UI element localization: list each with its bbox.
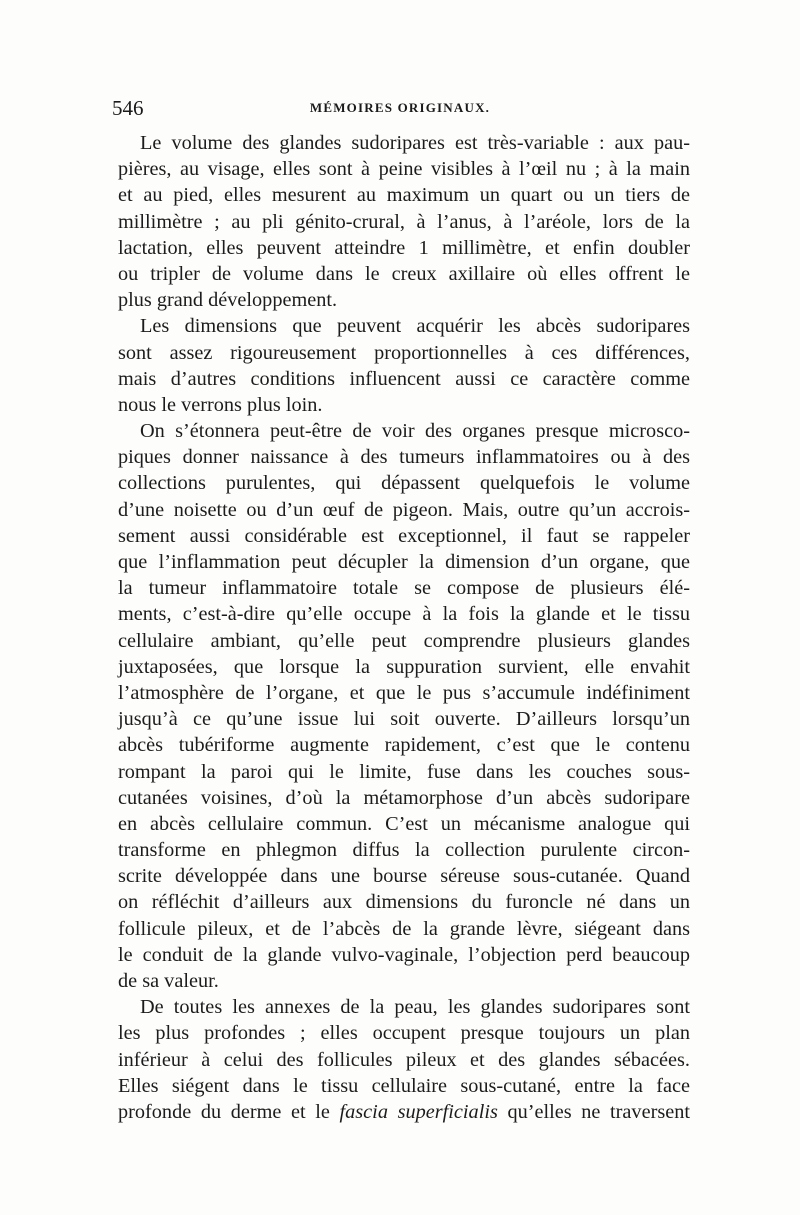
text-line: cellulaire ambiant, qu’elle peut comprendre plusieurs glandes xyxy=(118,629,690,652)
text-line: sont assez rigoureusement proportionnelles à ces différences, xyxy=(118,341,690,364)
text-line: en abcès cellulaire commun. C’est un mécanisme analogue qui xyxy=(118,812,690,835)
text-line: abcès tubériforme augmente rapidement, c’est que le contenu xyxy=(118,734,690,757)
text-line: la tumeur inflammatoire totale se compose de plusieurs élé- xyxy=(118,577,690,600)
text-line: que l’inflammation peut décupler la dimension d’un organe, que xyxy=(118,551,690,573)
text-line: nous le verrons plus loin. xyxy=(118,393,323,416)
text-line xyxy=(118,1099,690,1125)
text-line: mais d’autres conditions influencent aussi ce caractère comme xyxy=(118,367,690,390)
text-line: ou tripler de volume dans le creux axillaire où elles offrent le xyxy=(118,262,690,285)
body-text xyxy=(118,130,690,1125)
text-line: rompant la paroi qui le limite, fuse dans les couches sous- xyxy=(118,760,690,783)
paragraph-2 xyxy=(118,313,690,418)
text-line: le conduit de la glande vulvo-vaginale, l’objection perd beaucoup xyxy=(118,943,690,966)
text-line: plus grand développement. xyxy=(118,289,338,312)
page-number: 546 xyxy=(112,96,144,120)
text-line: inférieur à celui des follicules pileux et des glandes sébacées. xyxy=(118,1048,690,1071)
text-line: les plus profondes ; elles occupent presque toujours un plan xyxy=(118,1022,690,1045)
text-line: millimètre ; au pli génito-crural, à l’anus, à l’aréole, lors de la xyxy=(118,210,690,233)
text-line: Les dimensions que peuvent acquérir les abcès sudoripares xyxy=(140,315,690,338)
text-line: jusqu’à ce qu’une issue lui soit ouverte. D’ailleurs lorsqu’un xyxy=(118,708,690,731)
text-line: juxtaposées, que lorsque la suppuration survient, elle envahit xyxy=(118,655,690,678)
text-line: Elles siégent dans le tissu cellulaire sous-cutané, entre la face xyxy=(118,1074,690,1097)
paragraph-4 xyxy=(118,994,690,1125)
text-line: On s’étonnera peut-être de voir des organes presque microsco- xyxy=(140,420,690,443)
text-line: ments, c’est-à-dire qu’elle occupe à la fois la glande et le tissu xyxy=(118,603,690,626)
text-run: qu’elles ne traversent xyxy=(497,1100,691,1123)
text-line: de sa valeur. xyxy=(118,970,219,992)
text-line: et au pied, elles mesurent au maximum un quart ou un tiers de xyxy=(118,184,690,207)
paragraph-1 xyxy=(118,130,690,313)
paragraph-3 xyxy=(118,418,690,994)
text-line: scrite développée dans une bourse séreuse sous-cutanée. Quand xyxy=(118,865,690,888)
text-line: collections purulentes, qui dépassent quelquefois le volume xyxy=(118,472,690,495)
text-line: piques donner naissance à des tumeurs inflammatoires ou à des xyxy=(118,446,690,469)
text-line: sement aussi considérable est exceptionnel, il faut se rappeler xyxy=(118,524,690,547)
text-line: Le volume des glandes sudoripares est très-variable : aux pau- xyxy=(140,132,690,154)
italic-term: fascia superficialis xyxy=(339,1100,498,1123)
page-header xyxy=(112,96,688,120)
text-line: lactation, elles peuvent atteindre 1 millimètre, et enfin doubler xyxy=(118,236,690,259)
text-line: cutanées voisines, d’où la métamorphose d’un abcès sudoripare xyxy=(118,786,690,809)
text-line: l’atmosphère de l’organe, et que le pus s’accumule indéfiniment xyxy=(118,681,690,704)
text-line: follicule pileux, et de l’abcès de la grande lèvre, siégeant dans xyxy=(118,917,690,940)
text-run: profonde du derme et le xyxy=(118,1100,340,1123)
running-title: MÉMOIRES ORIGINAUX. xyxy=(309,100,491,115)
text-line: pières, au visage, elles sont à peine visibles à l’œil nu ; à la main xyxy=(118,158,690,181)
text-line: transforme en phlegmon diffus la collection purulente circon- xyxy=(118,839,690,862)
text-line: De toutes les annexes de la peau, les glandes sudoripares sont xyxy=(140,996,690,1019)
text-line: on réfléchit d’ailleurs aux dimensions du furoncle né dans un xyxy=(118,891,690,914)
text-line: d’une noisette ou d’un œuf de pigeon. Mais, outre qu’un accrois- xyxy=(118,498,690,521)
